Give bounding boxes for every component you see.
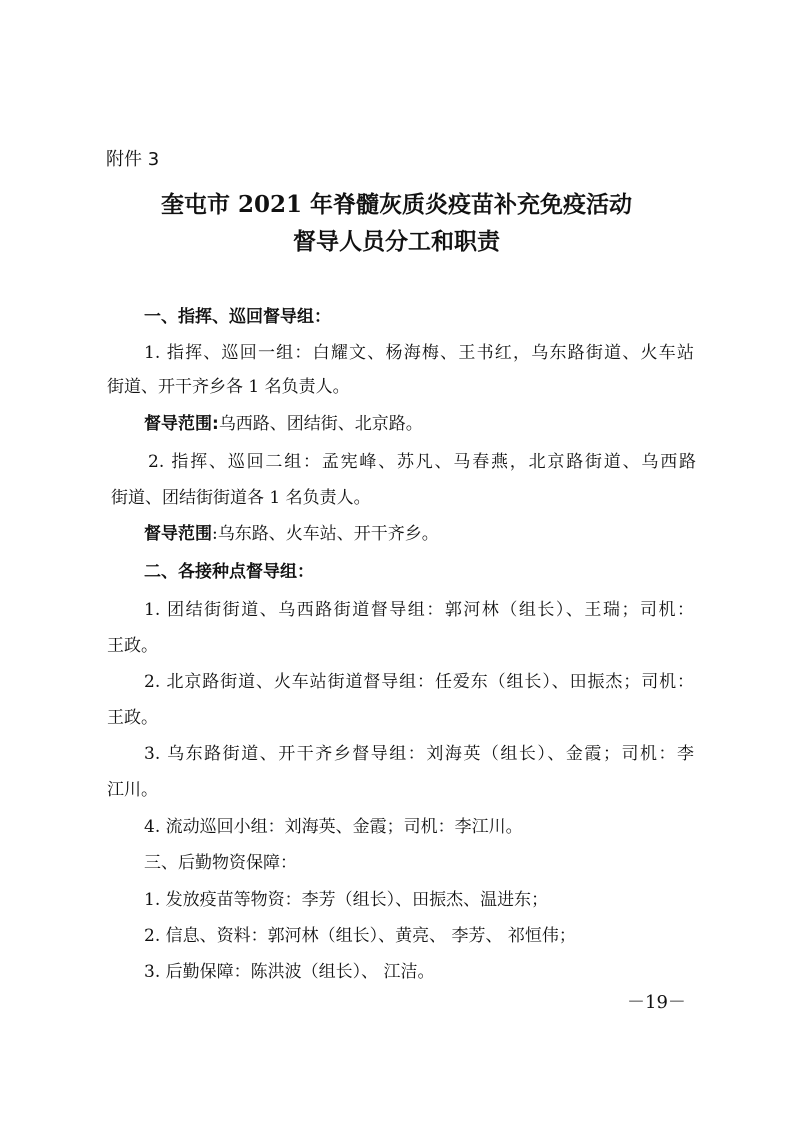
section1-group2-line2: 街道、团结街街道各 1 名负责人。 <box>111 488 371 508</box>
section2-item2-line1 <box>0 669 793 695</box>
section3-item3: 3. 后勤保障：陈洪波（组长）、 江洁。 <box>144 962 435 982</box>
document-title-line2: 督导人员分工和职责 <box>293 228 500 255</box>
section2-item3-line2: 江川。 <box>107 780 158 800</box>
document-title-line1: 奎屯市 2021 年脊髓灰质炎疫苗补充免疫活动 <box>160 191 633 218</box>
section2-item3-line1 <box>0 741 793 767</box>
section2-heading: 二、各接种点督导组： <box>144 562 314 582</box>
attachment-label: 附件 3 <box>106 149 160 170</box>
section1-group1-line2: 街道、开干齐乡各 1 名负责人。 <box>107 377 350 397</box>
group2-text-line1: 2. 指挥、巡回二组：孟宪峰、苏凡、马春燕，北京路街道、乌西路 <box>148 452 696 472</box>
item1-text-line1: 1. 团结街街道、乌西路街道督导组：郭河林（组长）、王瑞；司机： <box>144 600 694 620</box>
section2-item2-line2: 王政。 <box>107 708 158 728</box>
scope2-text: :乌东路、火车站、开干齐乡。 <box>212 524 439 544</box>
item2-text-line1: 2. 北京路街道、火车站街道督导组：任爱东（组长）、田振杰；司机： <box>144 672 694 692</box>
section3-item1: 1. 发放疫苗等物资：李芳（组长）、田振杰、温进东； <box>144 890 549 910</box>
section1-scope1 <box>0 411 793 437</box>
section2-item1-line2: 王政。 <box>107 636 158 656</box>
section2-item4: 4. 流动巡回小组：刘海英、金霞；司机：李江川。 <box>144 817 523 837</box>
section1-scope2 <box>0 521 793 547</box>
section1-group2-line1 <box>0 449 793 475</box>
section3-heading: 三、后勤物资保障： <box>144 853 297 873</box>
section2-item1-line1 <box>0 597 793 623</box>
scope2-label: 督导范围 <box>144 524 212 544</box>
section3-item2: 2. 信息、资料：郭河林（组长）、黄亮、 李芳、 祁恒伟； <box>144 926 576 946</box>
item3-text-line1: 3. 乌东路街道、开干齐乡督导组：刘海英（组长）、金霞；司机：李 <box>144 744 694 764</box>
scope1-label: 督导范围: <box>144 414 219 434</box>
page-number: －19－ <box>627 992 686 1013</box>
section1-group1-line1 <box>0 340 793 366</box>
group1-text-line1: 1. 指挥、巡回一组：白耀文、杨海梅、王书红，乌东路街道、火车站 <box>144 343 694 363</box>
section1-heading: 一、指挥、巡回督导组： <box>144 307 331 327</box>
scope1-text: 乌西路、团结街、北京路。 <box>218 414 423 434</box>
